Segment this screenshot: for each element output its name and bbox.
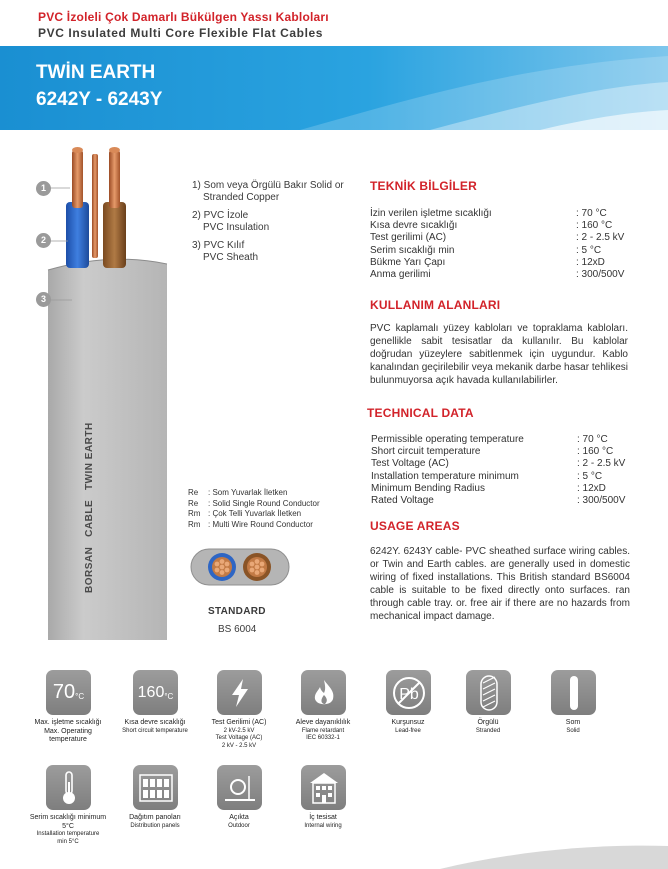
standard-value: BS 6004 [218,624,257,635]
icon-cell-leadfree: Pb Kurşunsuz Lead-free [365,670,451,735]
part-badge-2: 2 [36,233,51,248]
kullanim-text: PVC kaplamalı yüzey kabloları ve topraklama kabloları. genellikle sabit tesisatlar da kullanılır. Bu kablolar doğrudan yüzeylere sabitlenmek için uygundur. Kablo kanalından geçirilebilir veya mekanik darbe hasar tehlikesi bulunmuyorsa açık havada kullanılabilirler. [370,323,628,386]
part-item: 3) PVC Kılıf PVC Sheath [192,240,259,263]
spec-row: Test gerilimi (AC) : 2 - 2.5 kV [370,232,625,244]
header-title-en: PVC Insulated Multi Core Flexible Flat Cables [38,26,324,40]
spec-row: Installation temperature minimum : 5 °C [371,470,603,482]
temp-160-icon: 160 °C [133,670,178,715]
spec-row: Serim sıcaklığı min : 5 °C [370,244,602,256]
spec-row: Short circuit temperature : 160 °C [371,446,614,458]
icon-cell-flame: Aleve dayanıklılık Flame retardant IEC 60332-1 [280,670,366,743]
conductor-legend: Re : Som Yuvarlak İletken Re : Solid Single Round Conductor Rm : Çok Telli Yuvarlak İletken Rm : Multi Wire Round Conductor [188,488,320,529]
spec-row: Bükme Yarı Çapı : 12xD [370,256,605,268]
icon-cell-70: 70 °C Max. işletme sıcaklığı Max. Operating temperature [25,670,111,745]
temp-70-icon: 70 °C [46,670,91,715]
thermometer-icon [46,765,91,810]
standard-label: STANDARD [208,606,266,617]
technical-title: TECHNICAL DATA [367,406,474,420]
icon-cell-outdoor: Açıkta Outdoor [196,765,282,830]
building-icon [301,765,346,810]
title-banner [0,46,668,130]
spec-row: Minimum Bending Radius : 12xD [371,482,606,494]
flame-icon [301,670,346,715]
spec-row: Permissible operating temperature : 70 °C [371,434,608,445]
header-title-tr: PVC İzoleli Çok Damarlı Bükülgen Yassı Kabloları [38,10,329,24]
product-name: TWİN EARTH [36,62,156,83]
icon-cell-internal: İç tesisat Internal wiring [280,765,366,830]
teknik-title: TEKNİK BİLGİLER [370,179,477,193]
cable-illustration [20,140,180,640]
banner-background [0,46,668,130]
icon-cell-stranded: Örgülü Stranded [445,670,531,735]
icon-cell-distribution: Dağıtım panoları Distribution panels [112,765,198,830]
technical-table [371,434,641,507]
icon-cell-voltage: Test Gerilimi (AC) 2 kV-2.5 kV Test Voltage (AC) 2 kV - 2.5 kV [196,670,282,750]
spec-row: Anma gerilimi : 300/500V [370,269,625,281]
teknik-table [370,208,640,281]
usage-title: USAGE AREAS [370,519,460,533]
icon-cell-160: 160 °C Kısa devre sıcaklığı Short circuit temperature [112,670,198,735]
spec-row: İzin verilen işletme sıcaklığı : 70 °C [370,208,607,219]
distribution-panel-icon [133,765,178,810]
spec-row: Kısa devre sıcaklığı : 160 °C [370,220,613,232]
usage-text: 6242Y. 6243Y cable- PVC sheathed surface wiring cables. or Twin and Earth cables. are generally used in domestic wiring of fixed installations. This British standard BS6004 cable is suitable to be fixed directly onto surfaces. ran through cable tray. or. free air if there are no hazards from mechanical impact damage. [370,546,630,622]
stranded-icon [466,670,511,715]
part-badge-3: 3 [36,292,51,307]
part-item: 2) PVC İzole PVC Insulation [192,210,270,233]
lightning-icon [217,670,262,715]
sheath-print-text: BORSAN CABLE TWIN EARTH [84,422,95,593]
parts-list [192,180,362,270]
cable-cross-section [190,547,290,587]
solid-icon [551,670,596,715]
footer-swoosh [440,840,668,869]
kullanim-title: KULLANIM ALANLARI [370,298,501,312]
icon-cell-installation-temp: Serim sıcaklığı minimum 5°C Installation temperature min 5°C [25,765,111,846]
spec-row: Rated Voltage : 300/500V [371,495,626,507]
icon-cell-solid: Som Solid [530,670,616,735]
part-item: 1) Som veya Örgülü Bakır Solid or Stranded Copper [192,180,344,203]
part-badge-1: 1 [36,181,51,196]
spec-row: Test Voltage (AC) : 2 - 2.5 kV [371,458,626,470]
svg-text:Pb: Pb [398,685,419,703]
outdoor-icon [217,765,262,810]
lead-free-icon [386,670,431,715]
product-code: 6242Y - 6243Y [36,89,163,110]
